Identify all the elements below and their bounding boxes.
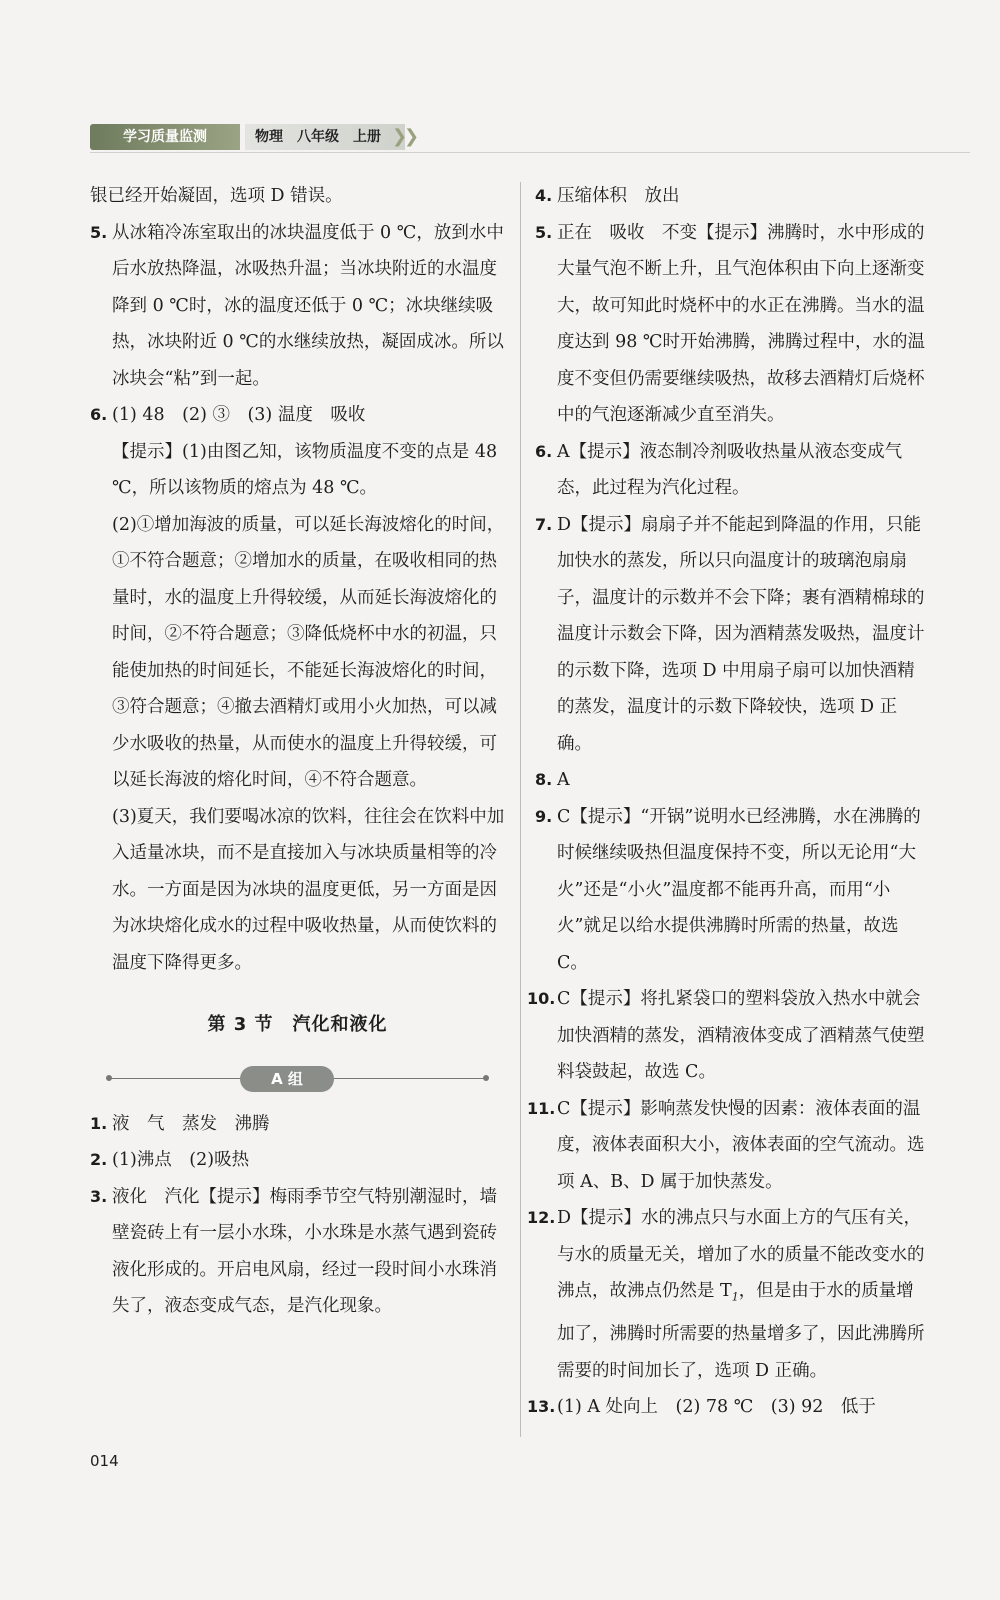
hint-paragraph: (3)夏天，我们要喝冰凉的饮料，往往会在饮料中加入适量冰块，而不是直接加入与冰块质量相等的冷水。一方面是因为冰块的温度更低，另一方面是因为冰块熔化成水的过程中吸收热量，从而使饮料的温度下降得更多。: [112, 806, 505, 973]
item-number: 5.: [535, 222, 553, 242]
variable-subscript: 1: [731, 1290, 739, 1304]
answer-text: A【提示】液态制冷剂吸收热量从液态变成气态，此过程为汽化过程。: [557, 441, 903, 498]
answer-item: [90, 1106, 505, 1143]
answer-item: [535, 178, 930, 215]
answer-text: C【提示】将扎紧袋口的塑料袋放入热水中就会加快酒精的蒸发，酒精液体变成了酒精蒸气使塑料袋鼓起，故选 C。: [557, 989, 925, 1082]
answer-item: [535, 215, 930, 434]
answer-text: D【提示】扇扇子并不能起到降温的作用，只能加快水的蒸发，所以只向温度计的玻璃泡扇扇子，温度计的示数并不会下降；裹有酒精棉球的温度计示数会下降，因为酒精蒸发吸热，温度计的示数下降，选项 D 中用扇子扇可以加快酒精的蒸发，温度计的示数下降较快，选项 D 正确。: [557, 514, 925, 754]
item-number: 4.: [535, 186, 553, 205]
answer-item: [535, 762, 930, 799]
page-header: [90, 124, 420, 150]
item-number: 13.: [527, 1397, 556, 1416]
header-rule: [90, 152, 970, 153]
answer-text: 从冰箱冷冻室取出的冰块温度低于 0 ℃，放到水中后水放热降温，冰吸热升温；当冰块附近的水温度降到 0 ℃时，冰的温度还低于 0 ℃；冰块继续吸热，冰块附近 0 ℃的水继续放热，凝固成冰。所以冰块会“粘”到一起。: [112, 222, 504, 389]
hint-paragraph: (2)①增加海波的质量，可以延长海波熔化的时间，①不符合题意；②增加水的质量，在吸收相同的热量时，水的温度上升得较缓，从而延长海波熔化的时间，②不符合题意；③降低烧杯中水的初温，只能使加热的时间延长，不能延长海波熔化的时间，③符合题意；④撤去酒精灯或用小火加热，可以减少水吸收的热量，从而使水的温度上升得较缓，可以延长海波的熔化时间，④不符合题意。: [112, 514, 505, 790]
answer-item: [535, 434, 930, 507]
answer-text: (1) A 处向上 (2) 78 ℃ (3) 92 低于: [557, 1397, 876, 1417]
answer-item: [90, 1179, 505, 1325]
answer-text: D【提示】水的沸点只与水面上方的气压有关，与水的质量无关，增加了水的质量不能改变水的沸点，故沸点仍然是 T: [557, 1208, 925, 1301]
series-brand: 学习质量监测: [90, 124, 240, 150]
item-number: 5.: [90, 222, 108, 242]
item-number: 8.: [535, 770, 553, 789]
page-number: 014: [90, 1452, 119, 1470]
answer-text: C【提示】“开锅”说明水已经沸腾，水在沸腾的时候继续吸热但温度保持不变，所以无论用“大火”还是“小火”温度都不能再升高，而用“小火”就足以给水提供沸腾时所需的热量，故选 C。: [557, 806, 921, 973]
divider-dot: [483, 1075, 489, 1081]
answer-item: [527, 981, 930, 1091]
item-number: 2.: [90, 1150, 108, 1169]
answer-text: A: [557, 770, 570, 790]
answer-text: 液 气 蒸发 沸腾: [112, 1113, 270, 1134]
continued-text: 银已经开始凝固，选项 D 错误。: [90, 186, 343, 206]
left-column: [90, 178, 505, 1325]
item-number: 1.: [90, 1113, 108, 1133]
chevron-right-icon: ❯: [392, 126, 408, 147]
column-divider: [520, 182, 521, 1437]
section-title: 第 3 节 汽化和液化: [207, 1014, 388, 1035]
answer-item: [527, 1091, 930, 1201]
answer-item: [535, 507, 930, 763]
answer-item: [527, 1200, 930, 1389]
hint-paragraph: 【提示】(1)由图乙知，该物质温度不变的点是 48 ℃，所以该物质的熔点为 48 ℃。: [112, 441, 498, 498]
answer-item: [90, 215, 505, 398]
answer-text: 液化 汽化【提示】梅雨季节空气特别潮湿时，墙壁瓷砖上有一层小水珠，小水珠是水蒸气遇到瓷砖液化形成的。开启电风扇，经过一段时间小水珠消失了，液态变成气态，是汽化现象。: [112, 1186, 497, 1316]
item-number: 6.: [535, 441, 553, 461]
answer-text: C【提示】影响蒸发快慢的因素：液体表面的温度，液体表面积大小，液体表面的空气流动。选项 A、B、D 属于加快蒸发。: [557, 1098, 925, 1192]
answer-text: (1)沸点 (2)吸热: [112, 1150, 250, 1170]
answer-text: 正在 吸收 不变【提示】沸腾时，水中形成的大量气泡不断上升，且气泡体积由下向上逐渐变大，故可知此时烧杯中的水正在沸腾。当水的温度达到 98 ℃时开始沸腾，沸腾过程中，水的温度不变但仍需要继续吸热，故移去酒精灯后烧杯中的气泡逐渐减少直至消失。: [557, 222, 925, 425]
group-badge: A 组: [240, 1066, 334, 1092]
group-divider: [90, 1058, 505, 1098]
item-number: 10.: [527, 989, 556, 1008]
right-column: [527, 178, 930, 1426]
item-number: 11.: [527, 1098, 556, 1118]
answer-item: [535, 799, 930, 982]
chevron-right-icon: ❯: [404, 126, 420, 147]
answer-text: ，但是由于水的质量增加了，沸腾时所需要的热量增多了，因此沸腾所需要的时间加长了，选项 D 正确。: [557, 1281, 925, 1381]
item-number: 7.: [535, 514, 553, 534]
answer-text: 压缩体积 放出: [557, 186, 680, 206]
item-number: 9.: [535, 806, 553, 826]
item-number: 6.: [90, 405, 108, 424]
answer-item: [527, 1389, 930, 1426]
item-number: 12.: [527, 1208, 556, 1227]
answer-item: [90, 397, 505, 981]
answer-item: [90, 1142, 505, 1179]
subject-label: 物理 八年级 上册: [245, 124, 405, 150]
item-number: 3.: [90, 1186, 108, 1206]
answer-text: (1) 48 (2) ③ (3) 温度 吸收: [112, 405, 366, 425]
